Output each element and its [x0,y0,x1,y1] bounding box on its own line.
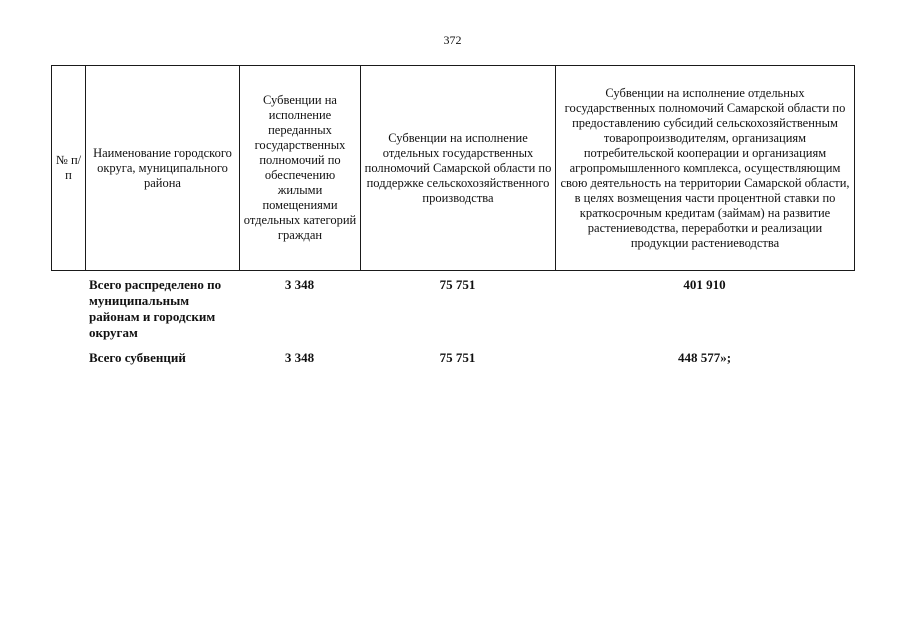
row-label: Всего субвенций [89,350,186,365]
row-value-agriculture: 75 751 [439,350,476,365]
subventions-table-header [51,65,855,271]
page-number: 372 [443,33,462,47]
row-value-housing: 3 348 [284,350,315,365]
row-value-credit-interest: 448 577»; [677,350,732,365]
header-municipality-name: Наименование городского округа, муниципального района [86,66,240,271]
header-row [52,66,855,271]
header-housing-subventions: Субвенции на исполнение переданных государственных полномочий по обеспечению жилыми помещениями отдельных категорий граждан [240,66,361,271]
header-number: № п/п [52,66,86,271]
row-value-housing: 3 348 [284,277,315,292]
row-value-credit-interest: 401 910 [683,277,726,292]
header-credit-interest-subventions: Субвенции на исполнение отдельных государственных полномочий Самарской области по предоставлению субсидий сельскохозяйственным товаропроизводителям, организациям потребительской кооперации и организациям агропромышленного комплекса, осуществляющим свою деятельность на территории Самарской области, в целях возмещения части процентной ставки по краткосрочным кредитам (займам) на развитие растениеводства, переработки и реализации продукции растениеводства [556,66,855,271]
row-label: Всего распределено по муниципальным районам и городским округам [89,277,222,340]
header-agriculture-subventions: Субвенции на исполнение отдельных государственных полномочий Самарской области по поддержке сельскохозяйственного производства [361,66,556,271]
row-value-agriculture: 75 751 [439,277,476,292]
